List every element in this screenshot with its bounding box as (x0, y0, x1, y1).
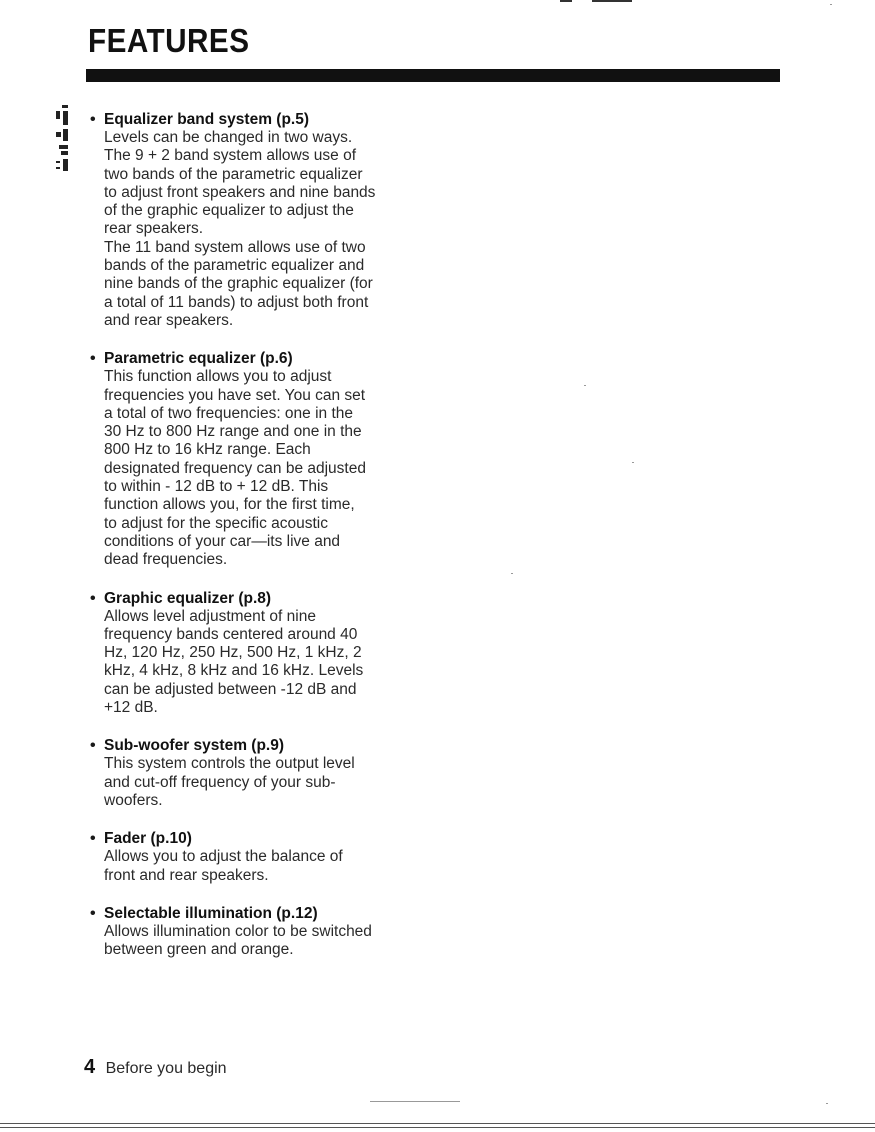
scan-speck (511, 573, 513, 574)
feature-body: Allows you to adjust the balance of front and rear speakers. (104, 848, 343, 884)
feature-title: Parametric equalizer (p.6) (104, 350, 293, 368)
scan-speck (632, 462, 634, 463)
feature-item (90, 830, 420, 885)
feature-title: Selectable illumination (p.12) (104, 904, 318, 922)
feature-item (90, 111, 420, 330)
feature-body: Allows illumination color to be switched between green and orange. (104, 922, 372, 959)
title-rule (86, 69, 780, 82)
scan-speck (830, 4, 832, 5)
scan-speck (584, 385, 586, 386)
footer-section-label: Before you begin (105, 1060, 227, 1077)
feature-body: Levels can be changed in two ways. The 9 + 2 band system allows use of two bands of the parametric equalizer to adjust front speakers and nine bands of the graphic equalizer to adjust the rear speakers. The 11 band system allows use of two bands of the parametric equalizer and nine bands of the graphic equalizer (for a total of 11 bands) to adjust both front and rear speakers. (104, 129, 376, 329)
feature-item (90, 905, 420, 960)
feature-body: Allows level adjustment of nine frequency bands centered around 40 Hz, 120 Hz, 250 Hz, 500 Hz, 1 kHz, 2 kHz, 4 kHz, 8 kHz and 16 kHz. Levels can be adjusted between -12 dB and +12 dB. (104, 607, 364, 717)
feature-item (90, 590, 420, 718)
bottom-rule (0, 1127, 875, 1128)
page-number: 4 (84, 1056, 96, 1078)
bottom-rule (0, 1123, 875, 1124)
feature-item (90, 737, 420, 810)
page-footer (84, 1056, 227, 1079)
scan-mark (560, 0, 572, 2)
page-title: FEATURES (88, 22, 250, 59)
scan-mark (592, 0, 632, 2)
bullet: • (90, 904, 96, 922)
bullet: • (90, 589, 96, 607)
scan-speck (826, 1103, 828, 1104)
feature-body: This function allows you to adjust frequencies you have set. You can set a total of two frequencies: one in the 30 Hz to 800 Hz range and one in the 800 Hz to 16 kHz range. Each designated frequency can be adjusted to within - 12 dB to + 12 dB. This function allows you, for the first time, to adjust for the specific acoustic conditions of your car—its live and dead frequencies. (104, 368, 366, 569)
feature-title: Equalizer band system (p.5) (104, 111, 309, 128)
bullet: • (90, 350, 96, 368)
feature-title: Sub-woofer system (p.9) (104, 737, 284, 755)
scan-speck (370, 1101, 460, 1102)
feature-body: This system controls the output level and cut-off frequency of your sub- woofers. (104, 755, 355, 809)
bullet: • (90, 830, 96, 848)
bullet: • (90, 111, 96, 128)
feature-title: Graphic equalizer (p.8) (104, 589, 272, 607)
bullet: • (90, 737, 96, 755)
feature-title: Fader (p.10) (104, 830, 192, 848)
feature-list (90, 111, 420, 979)
feature-item (90, 350, 420, 569)
